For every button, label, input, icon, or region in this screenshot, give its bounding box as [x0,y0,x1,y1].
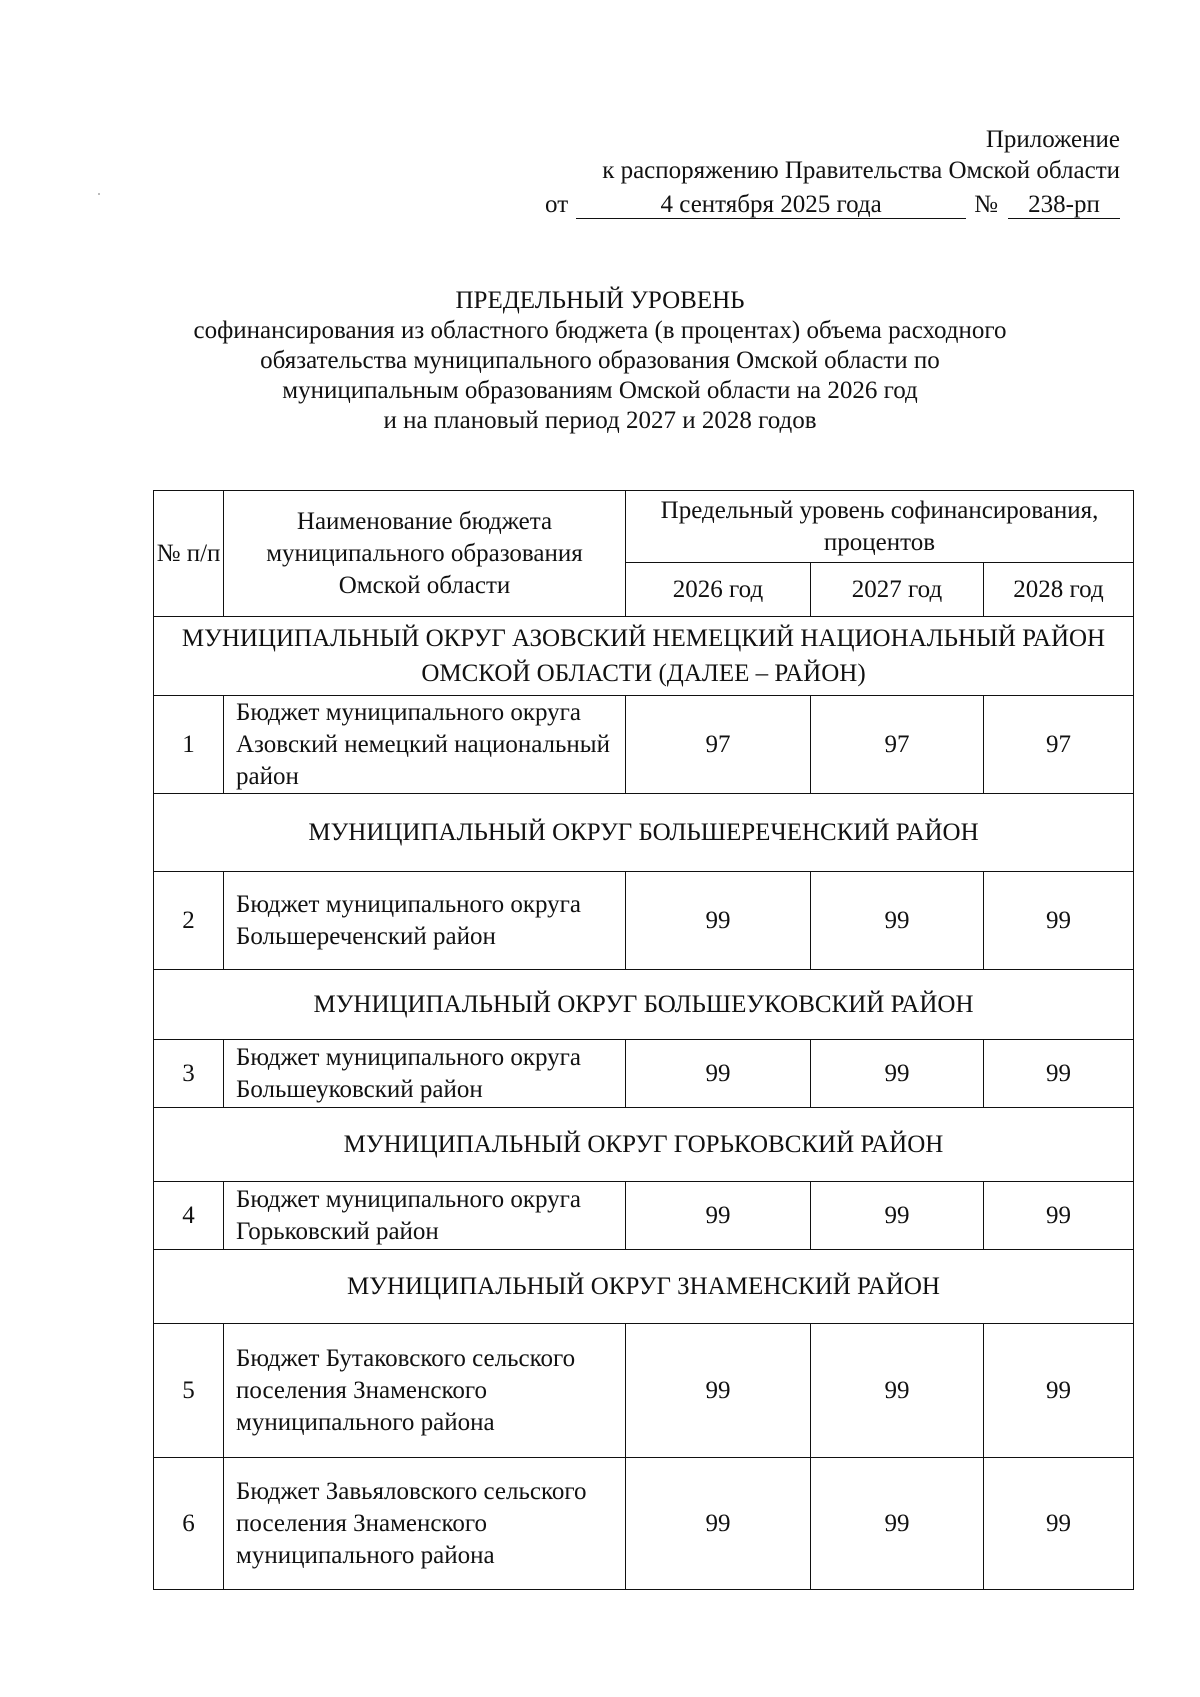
document-number: 238-рп [1008,191,1120,219]
value-2028: 99 [984,1182,1134,1250]
header-year-2027: 2027 год [811,563,984,617]
value-2026: 99 [626,1324,811,1458]
title-line-3: обязательства муниципального образования Омской области по [260,347,940,374]
number-sign: № [974,191,998,218]
table-row [154,1182,1134,1250]
appendix-reference: к распоряжению Правительства Омской области [602,157,1120,184]
value-2027: 97 [811,696,984,794]
table-row [154,696,1134,794]
document-title [100,286,1100,436]
section-row [154,794,1134,872]
table-row [154,1040,1134,1108]
header-budget-name: Наименование бюджета муниципального образования Омской области [224,491,626,617]
budget-name: Бюджет муниципального округа Большеуковский район [224,1040,626,1108]
section-row [154,1250,1134,1324]
value-2027: 99 [811,1458,984,1590]
header-number: № п/п [154,491,224,617]
section-title: МУНИЦИПАЛЬНЫЙ ОКРУГ ЗНАМЕНСКИЙ РАЙОН [154,1250,1134,1324]
section-row [154,1108,1134,1182]
value-2026: 99 [626,1040,811,1108]
row-number: 4 [154,1182,224,1250]
title-line-2: софинансирования из областного бюджета (в процентах) объема расходного [193,317,1007,344]
header-year-2028: 2028 год [984,563,1134,617]
value-2028: 99 [984,1040,1134,1108]
row-number: 3 [154,1040,224,1108]
table-body [154,617,1134,1590]
header-year-2026: 2026 год [626,563,811,617]
value-2028: 99 [984,872,1134,970]
section-title: МУНИЦИПАЛЬНЫЙ ОКРУГ БОЛЬШЕРЕЧЕНСКИЙ РАЙОН [154,794,1134,872]
value-2026: 99 [626,872,811,970]
value-2027: 99 [811,1040,984,1108]
value-2027: 99 [811,872,984,970]
row-number: 6 [154,1458,224,1590]
value-2027: 99 [811,1324,984,1458]
value-2028: 99 [984,1458,1134,1590]
budget-name: Бюджет муниципального округа Горьковский район [224,1182,626,1250]
date-prefix: от [545,191,569,218]
appendix-label: Приложение [985,126,1120,153]
value-2028: 99 [984,1324,1134,1458]
table-row [154,872,1134,970]
budget-name: Бюджет муниципального округа Азовский немецкий национальный район [224,696,626,794]
appendix-block [480,124,1120,186]
row-number: 2 [154,872,224,970]
header-cofinancing-level: Предельный уровень софинансирования, процентов [626,491,1134,563]
document-date: 4 сентября 2025 года [576,191,966,219]
table-row [154,1324,1134,1458]
section-title: МУНИЦИПАЛЬНЫЙ ОКРУГ БОЛЬШЕУКОВСКИЙ РАЙОН [154,970,1134,1040]
budget-name: Бюджет Бутаковского сельского поселения Знаменского муниципального района [224,1324,626,1458]
budget-name: Бюджет Завьяловского сельского поселения Знаменского муниципального района [224,1458,626,1590]
value-2026: 99 [626,1458,811,1590]
budget-name: Бюджет муниципального округа Большереченский район [224,872,626,970]
section-row [154,970,1134,1040]
document-date-line [545,189,1120,220]
scan-artifact [98,193,100,195]
value-2028: 97 [984,696,1134,794]
section-row [154,617,1134,696]
cofinancing-table [153,490,1134,1590]
title-line-4: муниципальным образованиям Омской области на 2026 год [282,377,918,404]
table-row [154,1458,1134,1590]
value-2026: 97 [626,696,811,794]
title-line-5: и на плановый период 2027 и 2028 годов [383,407,817,434]
value-2026: 99 [626,1182,811,1250]
value-2027: 99 [811,1182,984,1250]
row-number: 5 [154,1324,224,1458]
row-number: 1 [154,696,224,794]
title-line-1: ПРЕДЕЛЬНЫЙ УРОВЕНЬ [455,287,745,314]
section-title: МУНИЦИПАЛЬНЫЙ ОКРУГ ГОРЬКОВСКИЙ РАЙОН [154,1108,1134,1182]
section-title: МУНИЦИПАЛЬНЫЙ ОКРУГ АЗОВСКИЙ НЕМЕЦКИЙ НАЦИОНАЛЬНЫЙ РАЙОН ОМСКОЙ ОБЛАСТИ (ДАЛЕЕ – РАЙОН) [154,617,1134,696]
